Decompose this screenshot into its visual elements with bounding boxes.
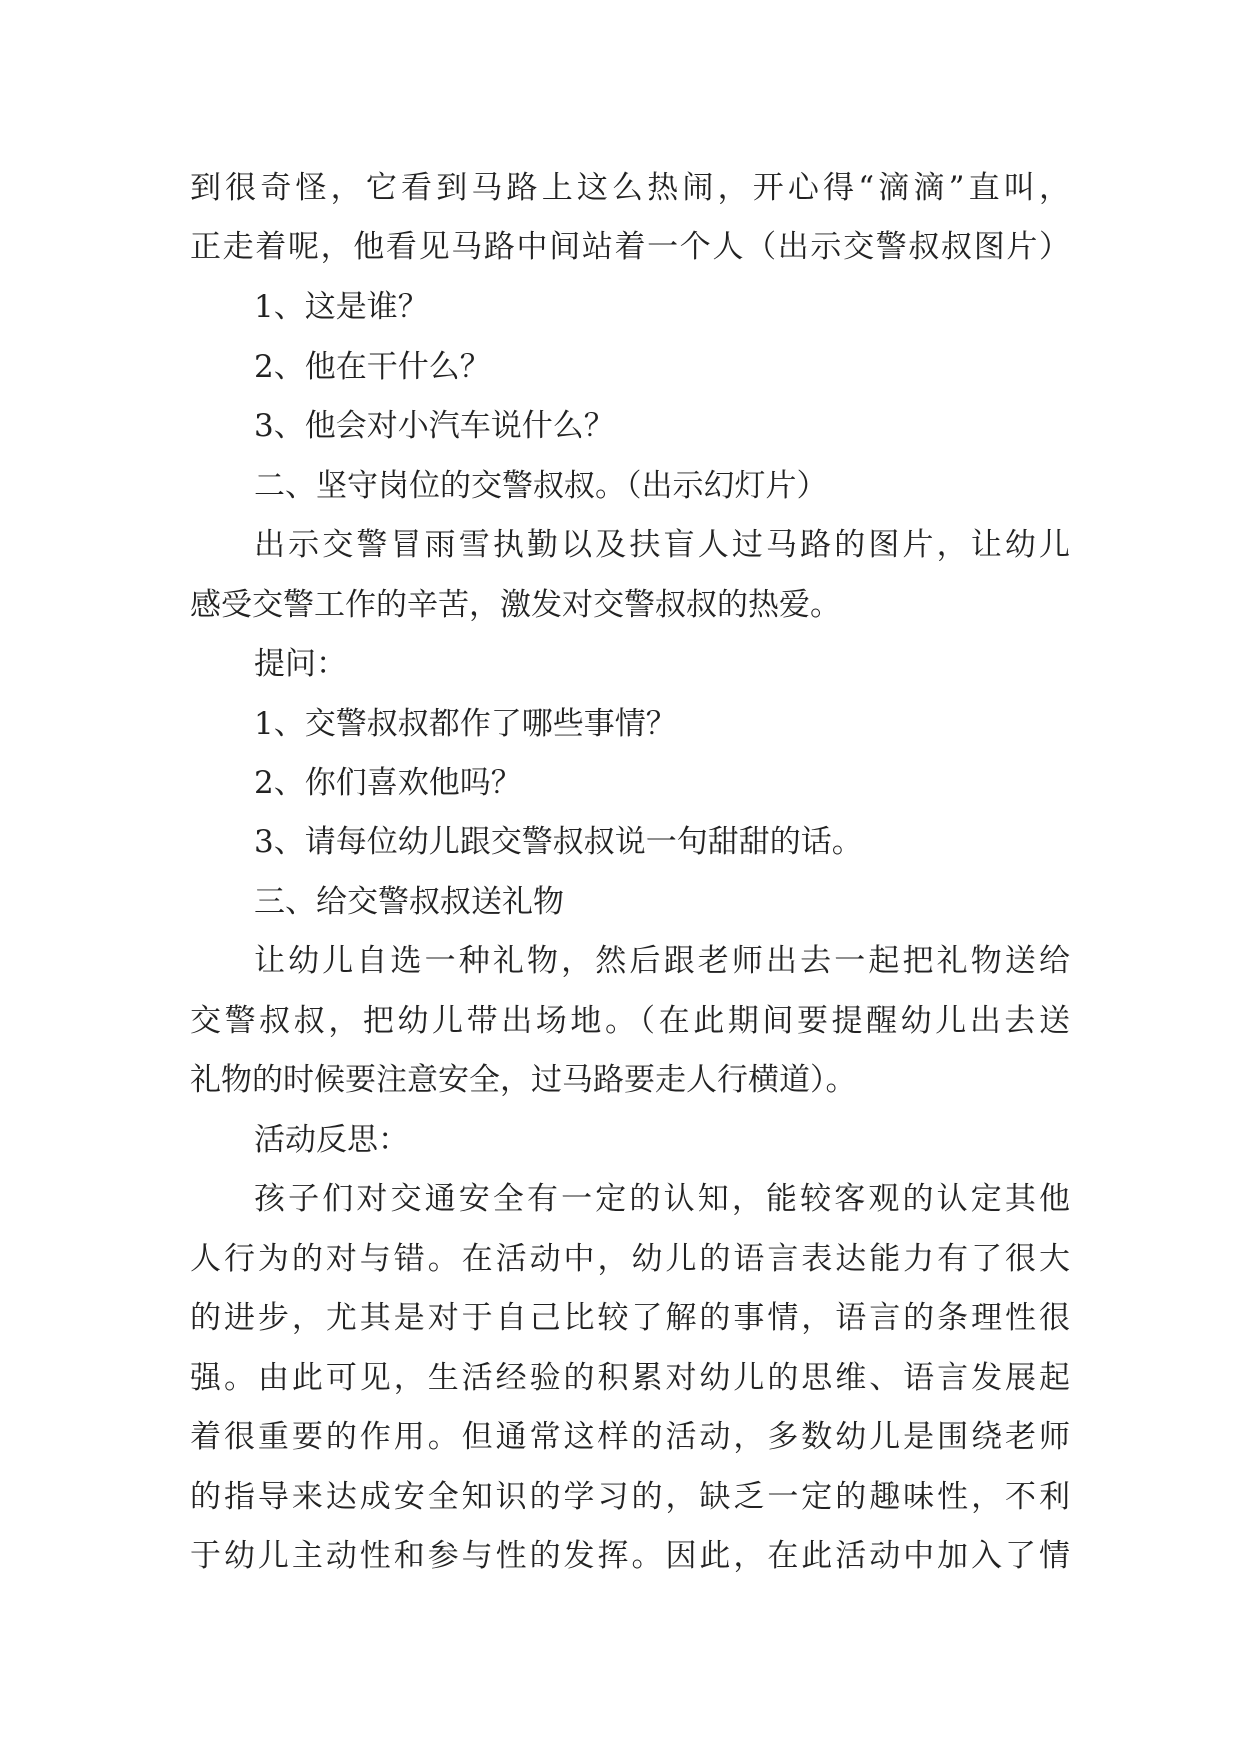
- text-line: 感受交警工作的辛苦，激发对交警叔叔的热爱。: [190, 587, 841, 623]
- list-item: 1、这是谁？: [254, 289, 429, 325]
- text-line: 的进步，尤其是对于自己比较了解的事情，语言的条理性很: [190, 1300, 1070, 1336]
- text-line: 的指导来达成安全知识的学习的，缺乏一定的趣味性，不利: [190, 1479, 1070, 1515]
- text-line: 交警叔叔，把幼儿带出场地。（在此期间要提醒幼儿出去送: [190, 1003, 1070, 1039]
- text-line: 强。由此可见，生活经验的积累对幼儿的思维、语言发展起: [190, 1360, 1070, 1396]
- list-item: 2、他在干什么？: [254, 349, 491, 385]
- list-item: 3、他会对小汽车说什么？: [254, 408, 615, 444]
- text-line: 人行为的对与错。在活动中，幼儿的语言表达能力有了很大: [190, 1241, 1070, 1277]
- text-line: 出示交警冒雨雪执勤以及扶盲人过马路的图片，让幼儿: [254, 527, 1070, 563]
- text-line: 提问：: [254, 646, 347, 682]
- text-line: 让幼儿自选一种礼物，然后跟老师出去一起把礼物送给: [254, 943, 1070, 979]
- list-item: 1、交警叔叔都作了哪些事情？: [254, 706, 677, 742]
- section-heading: 活动反思：: [254, 1122, 409, 1158]
- text-line: 到很奇怪，它看到马路上这么热闹，开心得“滴滴”直叫，: [190, 170, 1070, 206]
- text-line: 孩子们对交通安全有一定的认知，能较客观的认定其他: [254, 1181, 1070, 1217]
- section-heading: 三、给交警叔叔送礼物: [254, 884, 564, 920]
- text-line: 于幼儿主动性和参与性的发挥。因此，在此活动中加入了情: [190, 1538, 1070, 1574]
- text-line: 正走着呢，他看见马路中间站着一个人（出示交警叔叔图片）: [190, 229, 1070, 265]
- text-line: 礼物的时候要注意安全，过马路要走人行横道）。: [190, 1062, 857, 1098]
- section-heading: 二、坚守岗位的交警叔叔。（出示幻灯片）: [254, 468, 828, 504]
- list-item: 2、你们喜欢他吗？: [254, 765, 522, 801]
- list-item: 3、请每位幼儿跟交警叔叔说一句甜甜的话。: [254, 824, 863, 860]
- text-line: 着很重要的作用。但通常这样的活动，多数幼儿是围绕老师: [190, 1419, 1070, 1455]
